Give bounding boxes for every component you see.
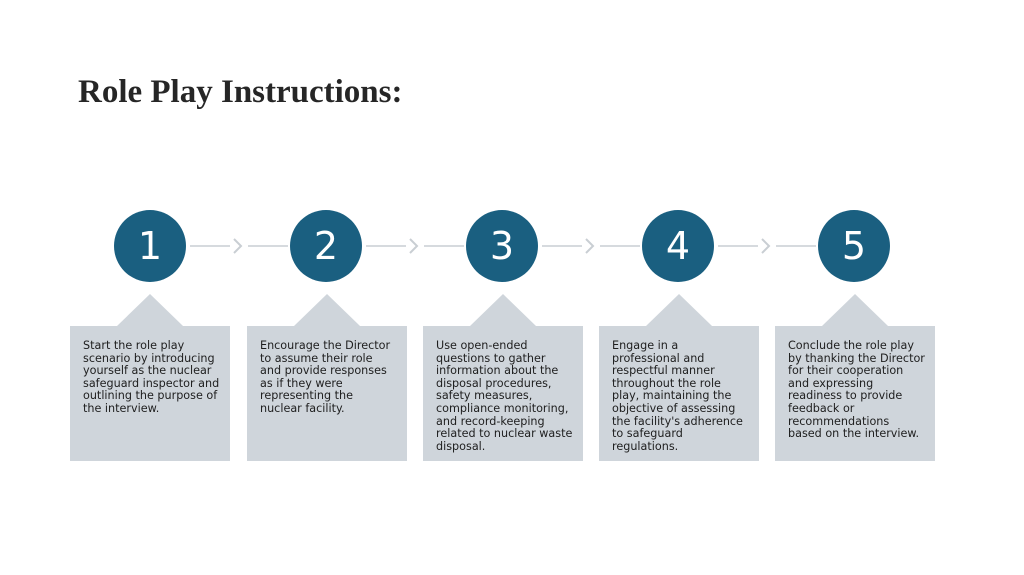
step-4-text: Engage in a professional and respectful manner throughout the role play, maintaining the objective of assessing the facility's adherence to safeguard regulations. [612,339,743,453]
step-1-card [70,326,230,461]
step-5-text: Conclude the role play by thanking the Director for their cooperation and expressing readiness to provide feedback or recommendations based on the interview. [788,339,925,441]
step-2-number-circle: 2 [290,210,362,282]
step-2-text: Encourage the Director to assume their role and provide responses as if they were representing the nuclear facility. [260,339,391,415]
step-3-text: Use open-ended questions to gather information about the disposal procedures, safety measures, compliance monitoring, and record-keeping related to nuclear waste disposal. [436,339,573,453]
connector-3-4 [542,239,640,253]
step-5-card [775,326,935,461]
step-4-pointer [646,294,712,326]
step-4-number-circle: 4 [642,210,714,282]
step-2-card [247,326,407,461]
connector-1-2 [190,239,288,253]
step-3-card [423,326,583,461]
step-1-number-circle: 1 [114,210,186,282]
step-5-pointer [822,294,888,326]
connector-4-5 [718,239,816,253]
slide-title: Role Play Instructions: [78,74,403,110]
step-5-number-circle: 5 [818,210,890,282]
step-3-number-circle: 3 [466,210,538,282]
step-2-pointer [294,294,360,326]
connector-2-3 [366,239,464,253]
step-4-card [599,326,759,461]
step-1-pointer [117,294,183,326]
step-3-pointer [470,294,536,326]
step-1-text: Start the role play scenario by introducing yourself as the nuclear safeguard inspector and outlining the purpose of the interview. [83,339,220,415]
